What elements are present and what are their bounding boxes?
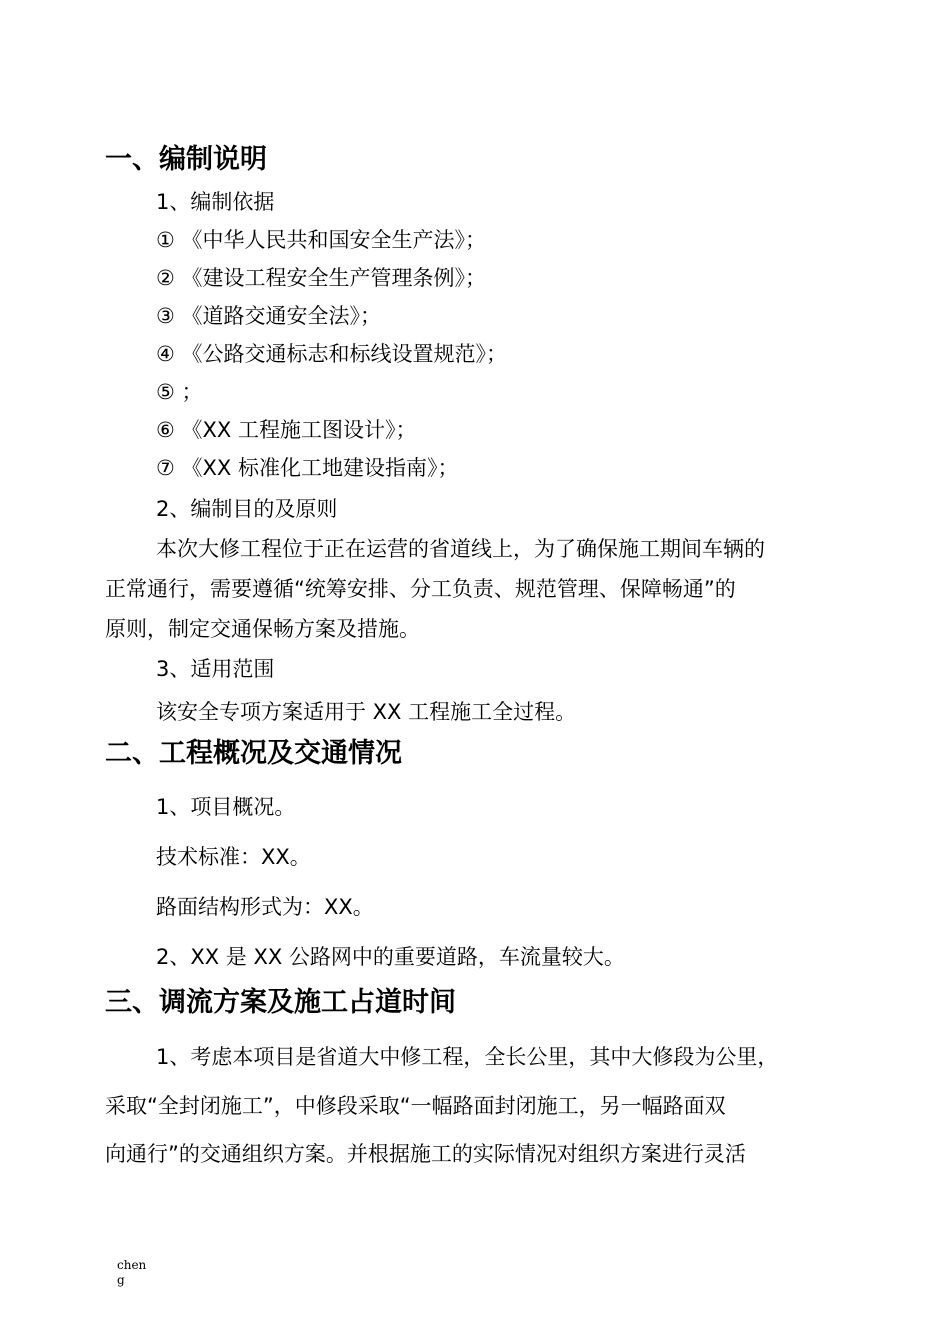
paragraph-line: 向通行”的交通组织方案。并根据施工的实际情况对组织方案进行灵活	[105, 1142, 746, 1166]
traffic-condition-item: 2、XX 是 XX 公路网中的重要道路，车流量较大。	[156, 945, 625, 969]
section-3-heading: 三、调流方案及施工占道时间	[105, 987, 456, 1018]
section-1-sub-3: 3、适用范围	[156, 657, 275, 681]
pavement-structure: 路面结构形式为：XX。	[156, 895, 374, 919]
reference-item: ⑦ 《XX 标准化工地建设指南》；	[156, 456, 459, 480]
project-overview-item: 1、项目概况。	[156, 795, 296, 819]
paragraph-line: 本次大修工程位于正在运营的省道线上，为了确保施工期间车辆的	[156, 537, 765, 561]
scope-paragraph: 该安全专项方案适用于 XX 工程施工全过程。	[156, 700, 577, 724]
footer-note: cheng	[117, 1258, 147, 1287]
reference-item: ⑤ ；	[156, 380, 203, 404]
paragraph-line: 采取“全封闭施工”，中修段采取“一幅路面封闭施工，另一幅路面双	[105, 1094, 726, 1118]
reference-item: ② 《建设工程安全生产管理条例》；	[156, 266, 487, 290]
reference-item: ④ 《公路交通标志和标线设置规范》；	[156, 342, 507, 366]
technical-standard: 技术标准：XX。	[156, 845, 311, 869]
section-1-heading: 一、编制说明	[105, 144, 267, 175]
section-2-heading: 二、工程概况及交通情况	[105, 738, 402, 769]
paragraph-line: 1、考虑本项目是省道大中修工程，全长公里，其中大修段为公里，	[156, 1045, 779, 1069]
section-1-sub-1: 1、编制依据	[156, 190, 275, 214]
reference-item: ③ 《道路交通安全法》；	[156, 304, 382, 328]
section-1-sub-2: 2、编制目的及原则	[156, 497, 338, 521]
paragraph-line: 正常通行，需要遵循“统筹安排、分工负责、规范管理、保障畅通”的	[105, 577, 736, 601]
paragraph-line: 原则，制定交通保畅方案及措施。	[105, 617, 420, 641]
reference-item: ⑥ 《XX 工程施工图设计》；	[156, 418, 417, 442]
reference-item: ① 《中华人民共和国安全生产法》；	[156, 228, 487, 252]
